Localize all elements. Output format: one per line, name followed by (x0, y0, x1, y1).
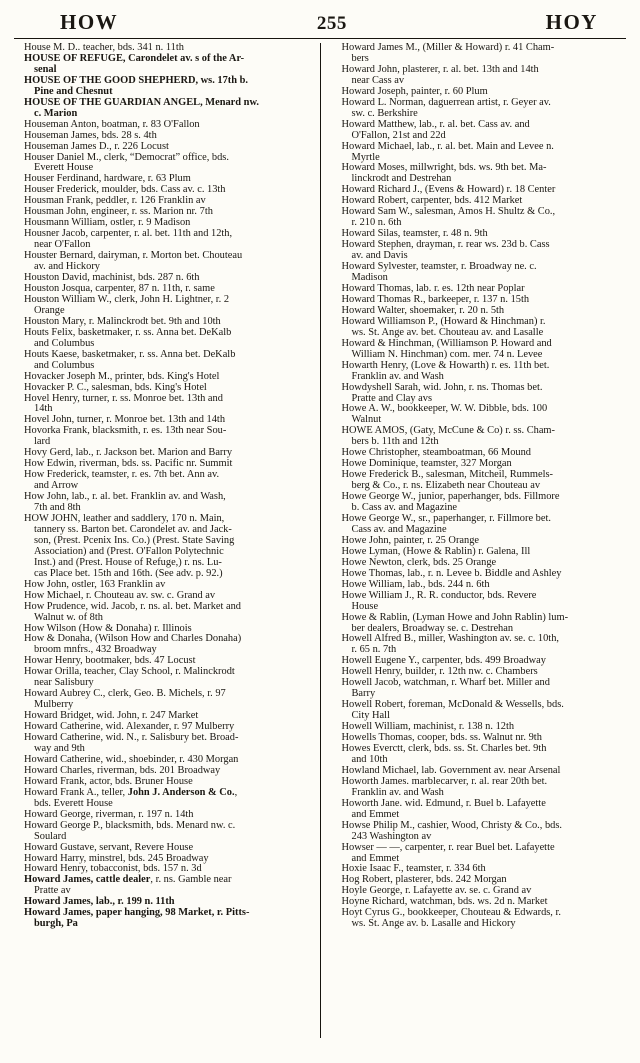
entry-line-primary: Houser Daniel M., clerk, “Democrat” office, bds. (24, 151, 229, 163)
entry-line-primary: Houts Kaese, basketmaker, r. ss. Anna bet. DeKalb (24, 348, 236, 360)
entry-line-continuation: way and 9th (34, 743, 85, 754)
entry-line-continuation: near Cass av (351, 74, 405, 86)
directory-entry (14, 875, 311, 897)
entry-line-continuation: 14th (34, 403, 53, 415)
entry-line-primary: Howell Jacob, watchman, r. Wharf bet. Miller and (341, 677, 550, 689)
entry-line-primary: Houser Frederick, moulder, bds. Cass av. c. 13th (24, 184, 226, 196)
page-header (14, 10, 626, 35)
entry-line-continuation: and 10th (351, 753, 388, 765)
directory-entry (14, 591, 311, 602)
directory-entry (14, 426, 311, 448)
entry-line-primary: Howell Henry, builder, r. 12th nw. c. Chambers (341, 666, 538, 678)
entry-line-primary: How John, ostler, 163 Franklin av (24, 578, 166, 590)
directory-entry (14, 383, 311, 394)
entry-line-primary: Howard Williamson P., (Howard & Hinchman) r. (341, 315, 546, 327)
entry-line-primary: Howar Henry, bootmaker, bds. 47 Locust (24, 655, 196, 667)
entry-line-primary: Howard Henry, tobacconist, bds. 157 n. 3d (24, 863, 202, 875)
directory-entry (332, 908, 627, 930)
entry-line-primary: Howe George W., junior, paperhanger, bds. Fillmore (341, 491, 560, 503)
entry-line-primary: Hovel John, turner, r. Monroe bet. 13th and 14th (24, 414, 226, 426)
entry-line-primary: Howard Richard J., (Evens & Howard) r. 18 Center (341, 184, 556, 196)
directory-entry (14, 350, 311, 372)
page-number: 255 (316, 13, 347, 34)
entry-line-primary: Howe Lyman, (Howe & Rablin) r. Galena, Ill (341, 545, 531, 557)
entry-line-continuation: Walnut w. of 8th (34, 611, 103, 623)
entry-line-continuation: and Columbus (34, 337, 95, 349)
directory-entry (14, 251, 311, 273)
directory-entry (14, 689, 311, 711)
entry-line-primary: Howard Moses, millwright, bds. ws. 9th bet. Ma- (341, 162, 547, 174)
directory-entry (332, 404, 627, 426)
entry-line-continuation: senal (34, 63, 57, 75)
entry-line-primary: Howard Matthew, lab., r. al. bet. Cass av. and (341, 118, 530, 130)
directory-entry (332, 142, 627, 164)
entry-line-continuation: broom mnfrs., 432 Broadway (34, 644, 157, 656)
entry-line-continuation: Orange (34, 304, 65, 316)
entry-line-primary: Howe Dominique, teamster, 327 Morgan (341, 458, 512, 470)
directory-entry (14, 120, 311, 131)
entry-line-continuation: Cass av. and Magazine (351, 523, 447, 535)
entry-line-primary: Housner Jacob, carpenter, r. al. bet. 11th and 12th, (24, 228, 233, 240)
directory-entry (14, 492, 311, 514)
entry-line-primary: Houts Felix, basketmaker, r. ss. Anna bet. DeKalb (24, 326, 232, 338)
entry-line-continuation: av. and Hickory (34, 261, 100, 273)
entry-line-primary: Howard John, plasterer, r. al. bet. 13th and 14th (341, 63, 539, 75)
directory-entry (14, 908, 311, 930)
directory-entry (332, 580, 627, 591)
directory-entry (14, 843, 311, 854)
directory-entry (332, 843, 627, 865)
entry-line-primary: Howard Thomas R., barkeeper, r. 137 n. 15th (341, 293, 530, 305)
entry-line-primary: Howard George, riverman, r. 197 n. 14th (24, 808, 194, 820)
entry-line-continuation: bers b. 11th and 12th (351, 436, 439, 448)
entry-line-primary: Howard L. Norman, daguerrean artist, r. Geyer av. (341, 96, 551, 108)
entry-line-primary: Howe William J., R. R. conductor, bds. Revere (341, 589, 537, 601)
entry-line-continuation: cas Place bet. 15th and 16th. (See adv. p. 92.) (34, 567, 223, 579)
entry-line-primary: Housman Frank, peddler, r. 126 Franklin av (24, 195, 206, 207)
entry-line-continuation: Pratte av (34, 885, 71, 897)
entry-line-primary: Housman John, engineer, r. ss. Marion nr. 7th (24, 206, 213, 218)
entry-line-continuation: Mulberry (34, 699, 74, 711)
directory-entry (332, 634, 627, 656)
directory-entry (14, 667, 311, 689)
entry-line-continuation: 243 Washington av (351, 830, 432, 842)
entry-line-primary: Howard James, paper hanging, 98 Market, r. Pitts- (24, 907, 250, 919)
directory-entry (332, 240, 627, 262)
directory-columns (14, 43, 626, 1038)
entry-line-continuation: Pine and Chesnut (34, 85, 113, 97)
entry-line-primary: Howard Thomas, lab. r. es. 12th near Poplar (341, 282, 525, 294)
entry-line-primary: Howe Newton, clerk, bds. 25 Orange (341, 556, 497, 568)
entry-line-primary: How Michael, r. Chouteau av. sw. c. Grand av (24, 589, 216, 601)
entry-line-continuation: ber dealers, Broadway se. c. Destrehan (351, 622, 514, 634)
entry-line-primary: Howe John, painter, r. 25 Orange (341, 534, 480, 546)
entry-line-continuation: Inst.) and (Prest. House of Refuge,) r. ns. Lu- (34, 556, 222, 568)
entry-line-primary: Hovorka Frank, blacksmith, r. es. 13th near Sou- (24, 425, 227, 437)
entry-line-primary: Howarth Henry, (Love & Howarth) r. es. 11th bet. (341, 359, 550, 371)
directory-entry (332, 591, 627, 613)
entry-line-primary: Hovy Gerd, lab., r. Jackson bet. Marion and Barry (24, 447, 233, 459)
entry-line-continuation: c. Marion (34, 107, 78, 119)
entry-line-primary: Howard Robert, carpenter, bds. 412 Market (341, 195, 523, 207)
directory-entry (14, 514, 311, 580)
entry-line-continuation: burgh, Pa (34, 918, 78, 930)
entry-line-continuation: b. Cass av. and Magazine (351, 502, 458, 514)
entry-line-primary: Howard James M., (Miller & Howard) r. 41 Cham- (341, 42, 555, 53)
entry-line-primary: Houster Bernard, dairyman, r. Morton bet. Chouteau (24, 250, 243, 262)
entry-line-primary: Houseman James, bds. 28 s. 4th (24, 129, 157, 141)
directory-entry (332, 339, 627, 361)
entry-line-continuation: Franklin av. and Wash (351, 786, 444, 798)
entry-line-primary: How Wilson (How & Donaha) r. Illinois (24, 622, 192, 634)
entry-line-continuation: Barry (351, 688, 376, 700)
entry-line-primary: HOUSE OF THE GOOD SHEPHERD, ws. 17th b. (24, 74, 249, 86)
entry-line-primary: Howard & Hinchman, (Williamson P. Howard and (341, 337, 552, 349)
entry-line-continuation: Walnut (351, 414, 382, 426)
directory-entry (332, 383, 627, 405)
entry-line-primary: Howe Frederick B., salesman, Mitcheil, Rummels- (341, 469, 554, 481)
entry-line-continuation: Myrtle (351, 151, 380, 163)
entry-line-primary: Howard Sylvester, teamster, r. Broadway ne. c. (341, 261, 537, 273)
entry-line-primary: Howe Christopher, steamboatman, 66 Mound (341, 447, 531, 459)
header-right-guide-word: HOY (545, 10, 598, 34)
entry-line-continuation: Franklin av. and Wash (351, 370, 444, 382)
directory-entry (332, 163, 627, 185)
entry-line-primary: Howard George P., blacksmith, bds. Menard nw. c. (24, 819, 236, 831)
entry-line-continuation: ws. St. Ange av. bet. Chouteau av. and Lasalle (351, 326, 544, 338)
directory-entry (332, 262, 627, 284)
entry-line-primary: Howard Charles, riverman, bds. 201 Broadway (24, 764, 221, 776)
left-column (14, 43, 320, 1038)
directory-entry (332, 65, 627, 87)
entry-line-primary: Howland Michael, lab. Government av. near Arsenal (341, 764, 561, 776)
entry-line-primary: How Edwin, riverman, bds. ss. Pacific nr. Summit (24, 458, 233, 470)
entry-line-primary: Howard Catherine, wid. Alexander, r. 97 Mulberry (24, 721, 235, 733)
entry-line-continuation: and Columbus (34, 359, 95, 371)
entry-line-continuation: linckrodt and Destrehan (351, 173, 452, 185)
entry-line-primary: Howorth Jane. wid. Edmund, r. Buel b. Lafayette (341, 797, 546, 809)
directory-entry (332, 678, 627, 700)
directory-entry (332, 700, 627, 722)
directory-entry (332, 317, 627, 339)
header-rule (14, 38, 626, 39)
entry-line-primary: How Prudence, wid. Jacob, r. ns. al. bet. Market and (24, 600, 241, 612)
entry-line-primary: HOWE AMOS, (Gaty, McCune & Co) r. ss. Cham- (341, 425, 555, 437)
directory-entry (14, 733, 311, 755)
directory-entry (14, 131, 311, 142)
directory-entry (14, 602, 311, 624)
entry-line-primary: Howard Sam W., salesman, Amos H. Shultz & Co., (341, 206, 556, 218)
entry-line-primary: Hoyne Richard, watchman, bds. ws. 2d n. Market (341, 896, 548, 908)
entry-line-continuation: near Salisbury (34, 677, 94, 689)
entry-line-primary: Howard Aubrey C., clerk, Geo. B. Michels, r. 97 (24, 688, 226, 700)
directory-entry (14, 295, 311, 317)
directory-entry (14, 54, 311, 76)
entry-line-continuation: sw. c. Berkshire (351, 107, 418, 119)
entry-line-primary: Houseman Anton, boatman, r. 83 O'Fallon (24, 118, 200, 130)
right-column (321, 43, 627, 1038)
entry-line-primary: Hoyt Cyrus G., bookkeeper, Chouteau & Edwards, r. (341, 907, 561, 919)
entry-line-primary: House M. D.. teacher, bds. 341 n. 11th (24, 42, 184, 53)
entry-line-primary: Howard Gustave, servant, Revere House (24, 841, 194, 853)
directory-entry (14, 788, 311, 810)
entry-line-primary: Howell Eugene Y., carpenter, bds. 499 Broadway (341, 655, 546, 667)
entry-line-primary: Howe George W., sr., paperhanger, r. Fillmore bet. (341, 512, 551, 524)
entry-line-primary: Houser Ferdinand, hardware, r. 63 Plum (24, 173, 191, 185)
entry-line-continuation: bers (351, 52, 369, 64)
entry-line-primary: Hovacker Joseph M., printer, bds. King's Hotel (24, 370, 220, 382)
directory-entry (14, 328, 311, 350)
entry-line-primary: Houston Mary, r. Malinckrodt bet. 9th and 10th (24, 315, 221, 327)
directory-entry (332, 514, 627, 536)
entry-line-continuation: and Emmet (351, 808, 400, 820)
entry-line-continuation: and Arrow (34, 480, 79, 492)
entry-line-primary: Howells Thomas, cooper, bds. ss. Walnut nr. 9th (341, 732, 542, 744)
entry-line-continuation: 7th and 8th (34, 502, 81, 514)
directory-entry (14, 142, 311, 153)
entry-line-primary: Hoxie Isaac F., teamster, r. 334 6th (341, 863, 486, 875)
directory-entry (332, 426, 627, 448)
entry-line-continuation: ws. St. Ange av. b. Lasalle and Hickory (351, 918, 516, 930)
entry-line-primary: Houston David, machinist, bds. 287 n. 6th (24, 272, 200, 284)
directory-entry (332, 207, 627, 229)
entry-line-primary: Howell Alfred B., miller, Washington av. se. c. 10th, (341, 633, 559, 645)
entry-line-continuation: bds. Everett House (34, 797, 113, 809)
entry-line-continuation: r. 65 n. 7th (351, 644, 397, 656)
entry-line-primary: Howell Robert, foreman, McDonald & Wessells, bds. (341, 699, 564, 711)
entry-line-continuation: Association) and (Prest. O'Fallon Polytechnic (34, 545, 224, 557)
entry-line-continuation: and Emmet (351, 852, 400, 864)
entry-line-primary: Howe William, lab., bds. 244 n. 6th (341, 578, 490, 590)
entry-line-continuation: r. 210 n. 6th (351, 217, 402, 229)
entry-line-continuation: Madison (351, 272, 388, 284)
directory-entry (14, 394, 311, 416)
entry-line-continuation: av. and Davis (351, 250, 408, 262)
directory-entry (14, 634, 311, 656)
entry-line-primary: Howard Walter, shoemaker, r. 20 n. 5th (341, 304, 505, 316)
directory-entry (14, 229, 311, 251)
entry-line-primary: Howe & Rablin, (Lyman Howe and John Rablin) lum- (341, 611, 569, 623)
header-left-guide-word: HOW (60, 10, 119, 34)
directory-entry (14, 580, 311, 591)
entry-line-primary: Howse Philip M., cashier, Wood, Christy & Co., bds. (341, 819, 563, 831)
directory-entry (332, 799, 627, 821)
directory-entry (14, 372, 311, 383)
entry-line-continuation: O'Fallon, 21st and 22d (351, 129, 446, 141)
entry-line-continuation: City Hall (351, 710, 390, 722)
entry-line-primary: Howar Orilla, teacher, Clay School, r. Malinckrodt (24, 666, 235, 678)
directory-entry (14, 470, 311, 492)
entry-line-primary: Howard Harry, minstrel, bds. 245 Broadway (24, 852, 209, 864)
entry-line-primary: HOUSE OF REFUGE, Carondelet av. s of the Ar- (24, 52, 245, 64)
entry-line-primary: Howe Thomas, lab., r. n. Levee b. Biddle and Ashley (341, 567, 562, 579)
entry-line-continuation: son, (Prest. Pcenix Ins. Co.) (Prest. State Saving (34, 534, 235, 546)
entry-line-continuation: Soulard (34, 830, 67, 842)
entry-line-primary: Howard Frank, actor, bds. Bruner House (24, 775, 193, 787)
entry-line-primary: Houston Josqua, carpenter, 87 n. 11th, r. same (24, 282, 215, 294)
entry-line-continuation: near O'Fallon (34, 239, 91, 251)
directory-entry (14, 98, 311, 120)
directory-entry (332, 777, 627, 799)
entry-line-primary: Howser — —, carpenter, r. rear Buel bet. Lafayette (341, 841, 555, 853)
entry-line-continuation: lard (34, 436, 51, 448)
entry-line-primary: Housmann William, ostler, r. 9 Madison (24, 217, 191, 229)
entry-line-primary: HOUSE OF THE GUARDIAN ANGEL, Menard nw. (24, 96, 259, 108)
entry-line-primary: Howard Catherine, wid., shoebinder, r. 430 Morgan (24, 753, 239, 765)
entry-line-primary: Howdyshell Sarah, wid. John, r. ns. Thomas bet. (341, 381, 543, 393)
directory-entry (332, 120, 627, 142)
directory-entry (332, 98, 627, 120)
entry-line-primary: How John, lab., r. al. bet. Franklin av. and Wash, (24, 491, 226, 503)
entry-line-primary: Hog Robert, plasterer, bds. 242 Morgan (341, 874, 507, 886)
entry-line-continuation: berg & Co., r. ns. Elizabeth near Chouteau av (351, 480, 541, 492)
entry-line-primary: Howard Bridget, wid. John, r. 247 Market (24, 710, 199, 722)
entry-line-primary: Howard Silas, teamster, r. 48 n. 9th (341, 228, 488, 240)
entry-line-primary: How Frederick, teamster, r. es. 7th bet. Ann av. (24, 469, 220, 481)
directory-entry (14, 821, 311, 843)
entry-line-primary: Houseman James D., r. 226 Locust (24, 140, 169, 152)
entry-line-primary: Howes Everctt, clerk, bds. ss. St. Charles bet. 9th (341, 743, 547, 754)
entry-line-primary: Howard Michael, lab., r. al. bet. Main and Levee n. (341, 140, 554, 152)
entry-line-primary: Howell William, machinist, r. 138 n. 12th (341, 721, 515, 733)
entry-line-primary: Howard Joseph, painter, r. 60 Plum (341, 85, 488, 97)
entry-line-primary: Howard Stephen, drayman, r. rear ws. 23d b. Cass (341, 239, 550, 251)
entry-line-continuation: Everett House (34, 162, 94, 174)
entry-line-primary: Howard Catherine, wid. N., r. Salisbury bet. Broad- (24, 732, 239, 744)
entry-line-continuation: House (351, 600, 379, 612)
directory-entry (332, 470, 627, 492)
directory-entry (332, 43, 627, 65)
entry-line-primary: Hovacker P. C., salesman, bds. King's Hotel (24, 381, 207, 393)
entry-line-primary: Howe A. W., bookkeeper, W. W. Dibble, bds. 100 (341, 403, 548, 415)
entry-line-primary: Howard James, cattle dealer, r. ns. Gamble near (24, 874, 232, 886)
directory-entry (14, 76, 311, 98)
entry-line-primary: Hovel Henry, turner, r. ss. Monroe bet. 13th and (24, 392, 223, 404)
directory-entry (332, 492, 627, 514)
entry-line-primary: How & Donaha, (Wilson How and Charles Donaha) (24, 633, 242, 645)
entry-line-primary: Houston William W., clerk, John H. Lightner, r. 2 (24, 293, 230, 305)
directory-entry (332, 744, 627, 766)
entry-line-primary: Howorth James. marblecarver, r. al. rear 20th bet. (341, 775, 548, 787)
entry-line-continuation: William N. Hinchman) com. mer. 74 n. Levee (351, 348, 543, 360)
directory-entry (332, 361, 627, 383)
entry-line-primary: Howard James, lab., r. 199 n. 11th (24, 896, 175, 908)
directory-entry (332, 613, 627, 635)
entry-line-primary: HOW JOHN, leather and saddlery, 170 n. Main, (24, 512, 225, 524)
directory-entry (332, 821, 627, 843)
entry-line-primary: Howard Frank A., teller, John J. Anderson & Co., (24, 786, 238, 798)
entry-line-primary: Hoyle George, r. Lafayette av. se. c. Grand av (341, 885, 532, 897)
directory-entry (14, 153, 311, 175)
entry-line-continuation: tannery ss. Barton bet. Carondelet av. and Jack- (34, 523, 232, 535)
entry-line-continuation: Pratte and Clay avs (351, 392, 433, 404)
